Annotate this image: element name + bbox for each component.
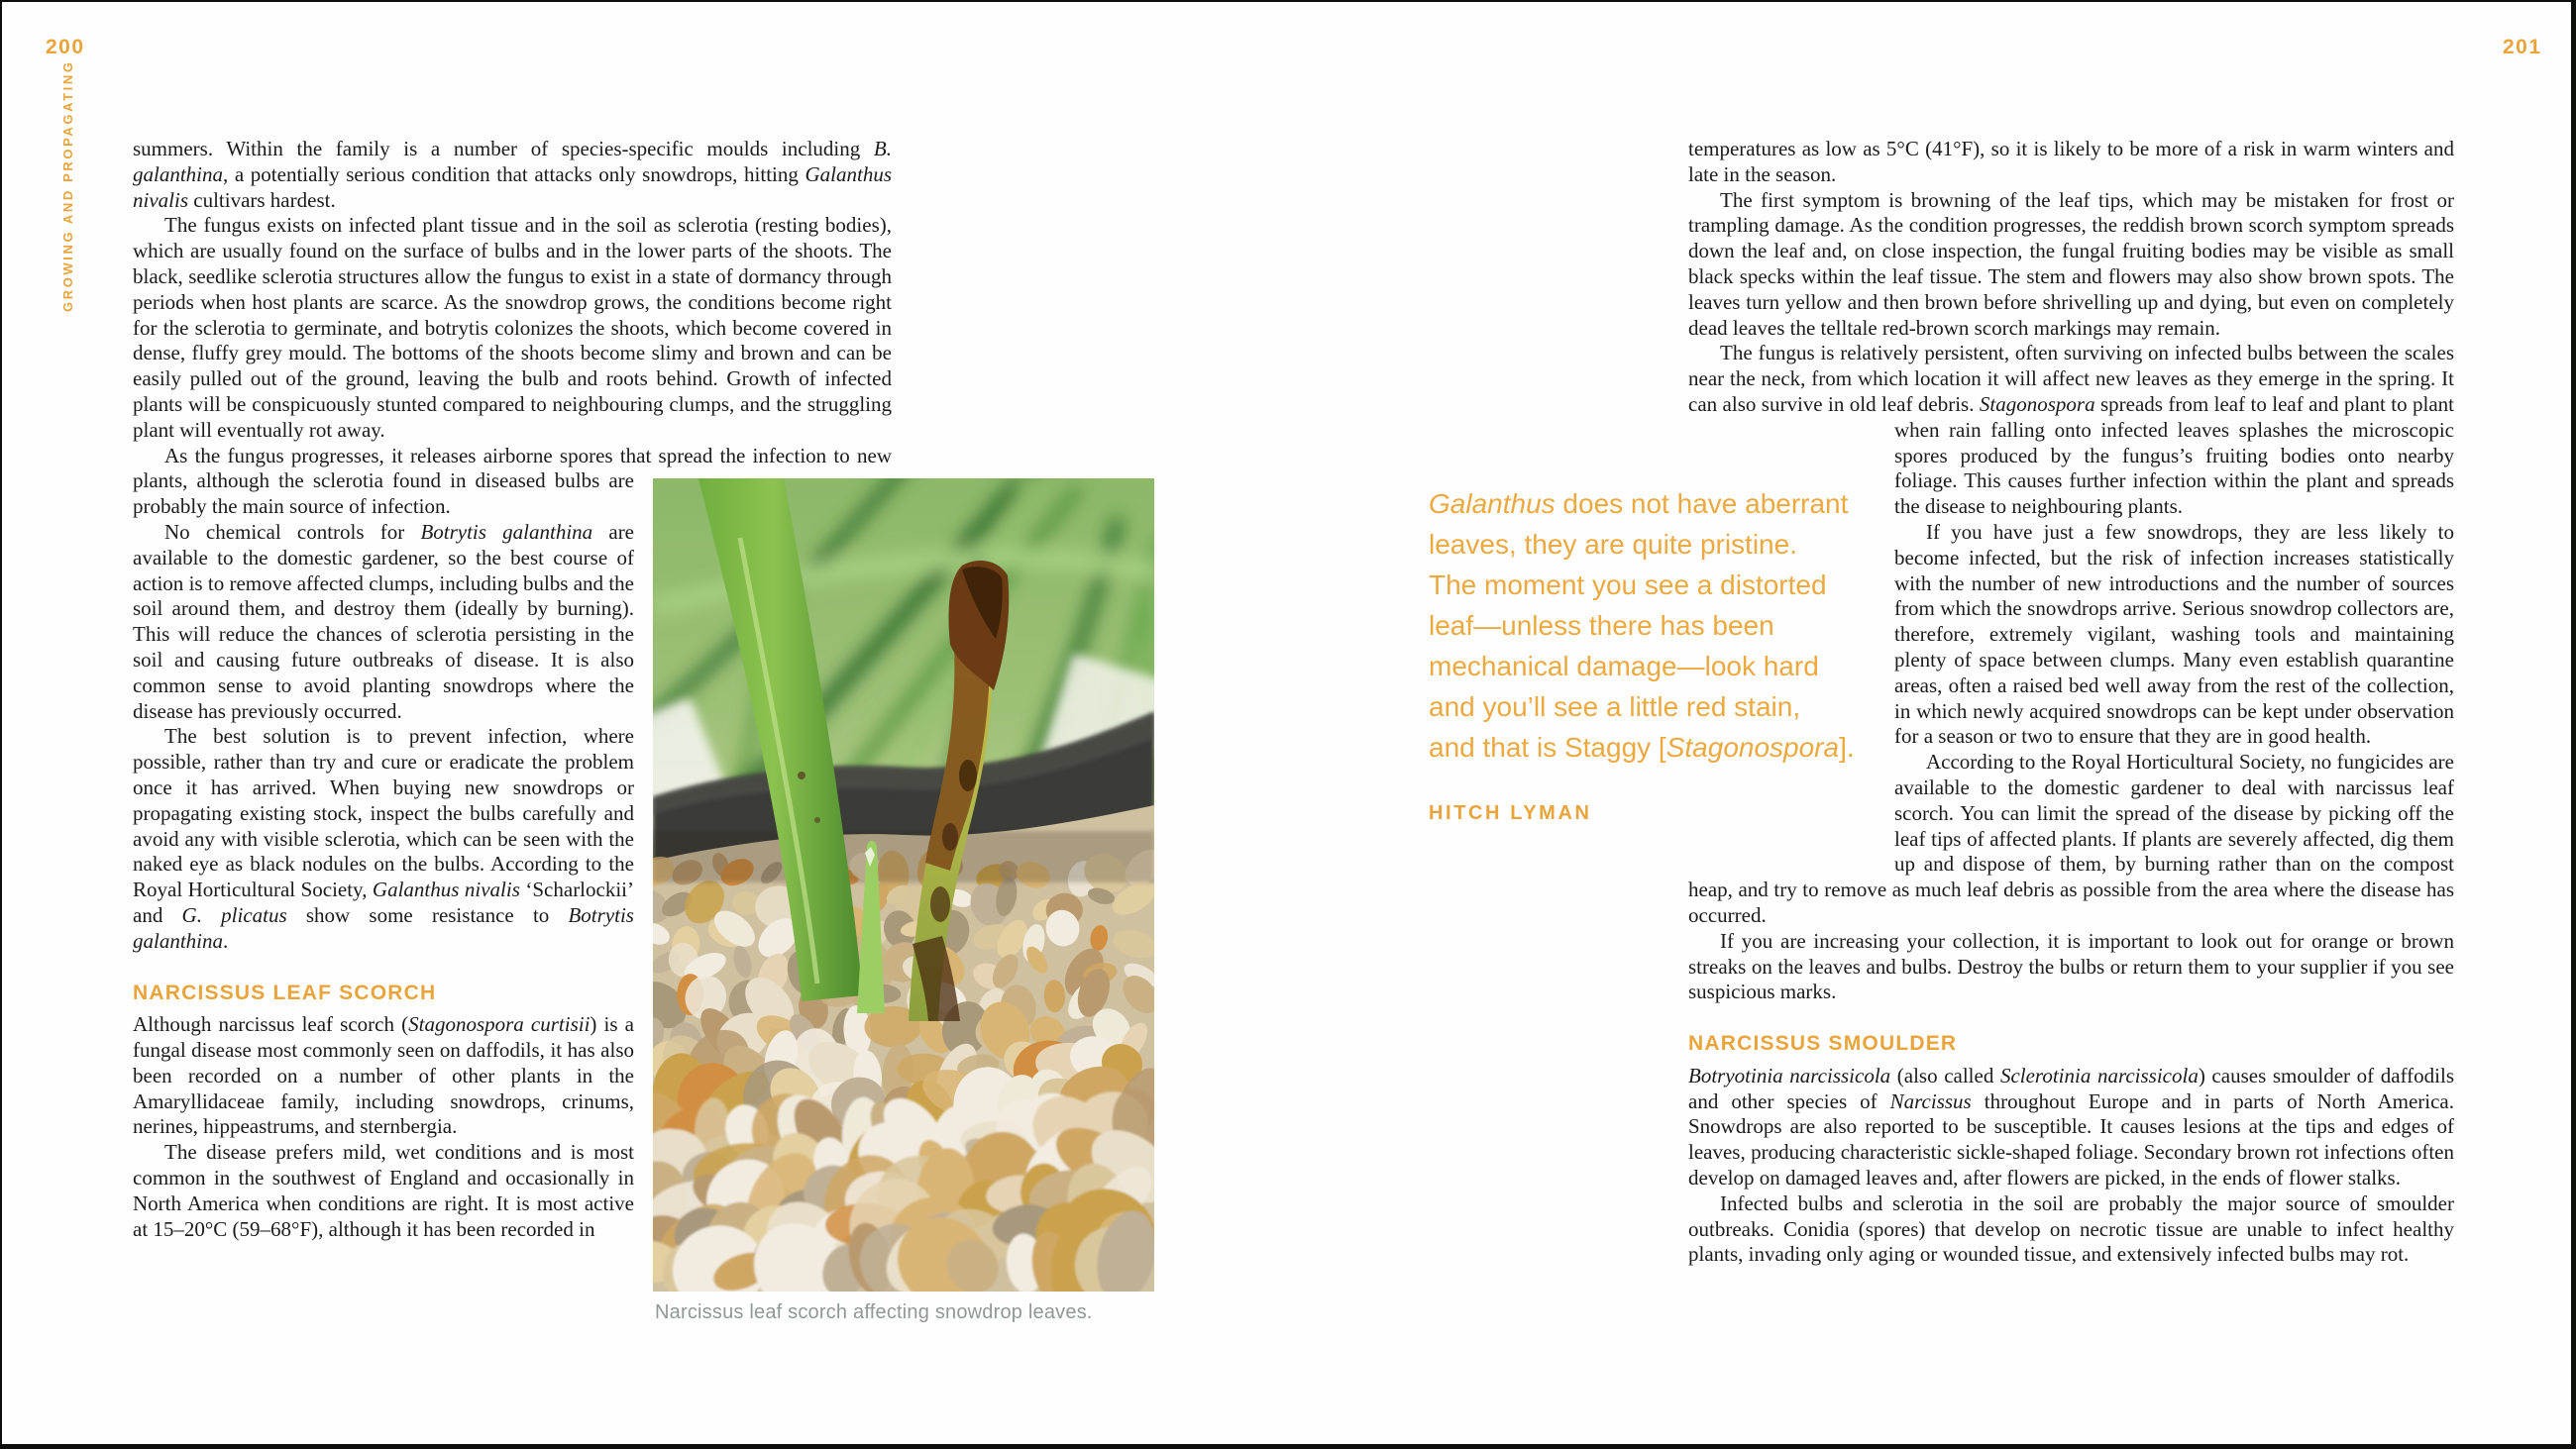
scorch-spot [930,886,950,922]
pull-quote-attribution: HITCH LYMAN [1429,802,1592,824]
photo-wrap-spacer-top [892,137,893,478]
paragraph: The best solution is to prevent infection, where possible, rather than try and cure or eradicate the problem once it has arrived. When buying new snowdrops or propagating existing stock, inspect the bulbs carefully and avoid any with visible sclerotia, which can be seen with the naked eye as black nodules on the bulbs. According to the Royal Horticultural Society, Galanthus nivalis ‘Scharlockii’ and G. plicatus show some resistance to Botrytis galanthina. [133,724,634,953]
narcissus-leaf-scorch-photo [653,478,1154,1292]
gravel-shadow [653,831,1154,882]
pull-quote-line: The moment you see a distorted [1429,569,1827,600]
pull-quote-line: mechanical damage—look hard [1429,651,1819,681]
photo-illustration [653,478,1154,1292]
page-number-right: 201 [2503,36,2542,58]
soil-speck [814,817,820,823]
paragraph: If you are increasing your collection, it is important to look out for orange or brown streaks on the leaves and bulbs. Destroy the bulbs or return them to your supplier if you see suspicious marks. [1688,928,2454,1004]
pull-quote-line: leaves, they are quite pristine. [1429,529,1797,560]
paragraph: Botryotinia narcissicola (also called Sclerotinia narcissicola) causes smoulder of daffodils and other species of Narcissus throughout Europe and in parts of North America. Snowdrops are also reported to be susceptible. It causes lesions at the tips and edges of leaves, producing characteristic sickle-shaped foliage. Secondary brown rot infections often develop on damaged leaves and, after flowers are picked, in the ends of flower stalks. [1688,1063,2454,1190]
running-head-vertical [60,59,80,331]
paragraph: If you have just a few snowdrops, they are less likely to become infected, but the risk of infection increases statistically with the number of new introductions and the number of sources from which the snowdrops arrive. Serious snowdrop collectors are, therefore, extremely vigilant, washing tools and maintaining plenty of space between clumps. Many even establish quarantine areas, often a raised bed well away from the rest of the collection, in which newly acquired snowdrops can be kept under observation for a season or two to ensure that they are in good health. [1894,519,2454,749]
paragraph: The fungus is relatively persistent, often surviving on infected bulbs between the scales near the neck, from which location it will affect new leaves as they emerge in the spring. It can also survive in old leaf debris. Stagonospora spreads from leaf to leaf and plant to plant when rain falling onto infected leaves splashes the microscopic spores produced by the fungus’s fruiting bodies onto nearby foliage. This causes further infection within the plant and spreads the disease to neighbouring plants. [1688,341,2454,519]
paragraph: Infected bulbs and sclerotia in the soil are probably the major source of smoulder outbreaks. Conidia (spores) that develop on necrotic tissue are unable to infect healthy plants, invading only aging or wounded tissue, and extensively infected bulbs may rot. [1688,1190,2454,1267]
paragraph: The first symptom is browning of the leaf tips, which may be mistaken for frost or trampling damage. As the condition progresses, the reddish brown scorch symptom spreads down the leaf and, on close inspection, the fungal fruiting bodies may be visible as small black specks within the leaf tissue. The stem and flowers may also show brown spots. The leaves turn yellow and then brown before shrivelling up and dying, but even on completely dead leaves the telltale red-brown scorch markings may remain. [1688,187,2454,340]
paragraph: As the fungus progresses, it releases airborne spores that spread the infection to new plants, although the sclerotia found in diseased bulbs are probably the main source of infection. [133,443,892,519]
page-number-left: 200 [46,36,85,58]
right-text-column [1688,137,2454,1268]
paragraph: temperatures as low as 5°C (41°F), so it is likely to be more of a risk in warm winters and late in the season. [1688,137,2454,186]
book-spread [2,2,2571,1444]
soil-speck [798,772,805,779]
figure-caption: Narcissus leaf scorch affecting snowdrop leaves. [655,1301,1093,1323]
section-heading-narcissus-smoulder: NARCISSUS SMOULDER [1688,1032,1958,1056]
scorch-spot [959,760,977,791]
paragraph: The disease prefers mild, wet conditions and is most common in the southwest of England and occasionally in North America when conditions are right. It is most active at 15–20°C (59–68°F), although it has been recorded in [133,1140,634,1241]
quote-wrap-spacer [1688,428,1894,871]
scorch-spot [942,823,958,851]
paragraph: No chemical controls for Botrytis galanthina are available to the domestic gardener, so the best course of action is to remove affected clumps, including bulbs and the soil around them, and destroy them (ideally by burning). This will reduce the chances of sclerotia persisting in the soil and causing future outbreaks of disease. It is also common sense to avoid planting snowdrops where the disease has previously occurred. [133,519,635,723]
pull-quote-line: Galanthus does not have aberrant [1429,488,1849,519]
paragraph: The fungus exists on infected plant tissue and in the soil as sclerotia (resting bodies), which are usually found on the surface of bulbs and in the lower parts of the shoots. The black, seedlike sclerotia structures allow the fungus to exist in a state of dormancy through periods when host plants are scarce. As the snowdrop grows, the conditions become right for the sclerotia to germinate, and botrytis colonizes the shoots, which become covered in dense, fluffy grey mould. The bottoms of the shoots become slimy and brown and can be easily pulled out of the ground, leaving the bulb and roots behind. Growth of infected plants will be conspicuously stunted compared to neighbouring clumps, and the struggling plant will eventually rot away. [133,213,892,442]
pull-quote-line: and that is Staggy [Stagonospora]. [1429,732,1855,763]
paragraph: According to the Royal Horticultural Society, no fungicides are available to the domestic gardener to deal with narcissus leaf scorch. You can limit the spread of the disease by picking off the leaf tips of affected plants. If plants are severely affected, dig them up and dispose of them, by burning rather than on the compost heap, and try to remove as much leaf debris as possible from the area where the disease has occurred. [1688,750,2454,927]
running-head-label: GROWING AND PROPAGATING [60,59,75,312]
pull-quote-line: leaf—unless there has been [1429,610,1774,641]
pull-quote-line: and you’ll see a little red stain, [1429,691,1801,722]
paragraph: summers. Within the family is a number of species-specific moulds including B. galanthina, a potentially serious condition that attacks only snowdrops, hitting Galanthus nivalis cultivars hardest. [133,137,892,212]
section-heading-narcissus-leaf-scorch: NARCISSUS LEAF SCORCH [133,981,437,1004]
paragraph: Although narcissus leaf scorch (Stagonospora curtisii) is a fungal disease most commonly seen on daffodils, it has also been recorded on a number of other plants in the Amaryllidaceae family, including snowdrops, crinums, nerines, hippeastrums, and sternbergia. [133,1012,634,1139]
